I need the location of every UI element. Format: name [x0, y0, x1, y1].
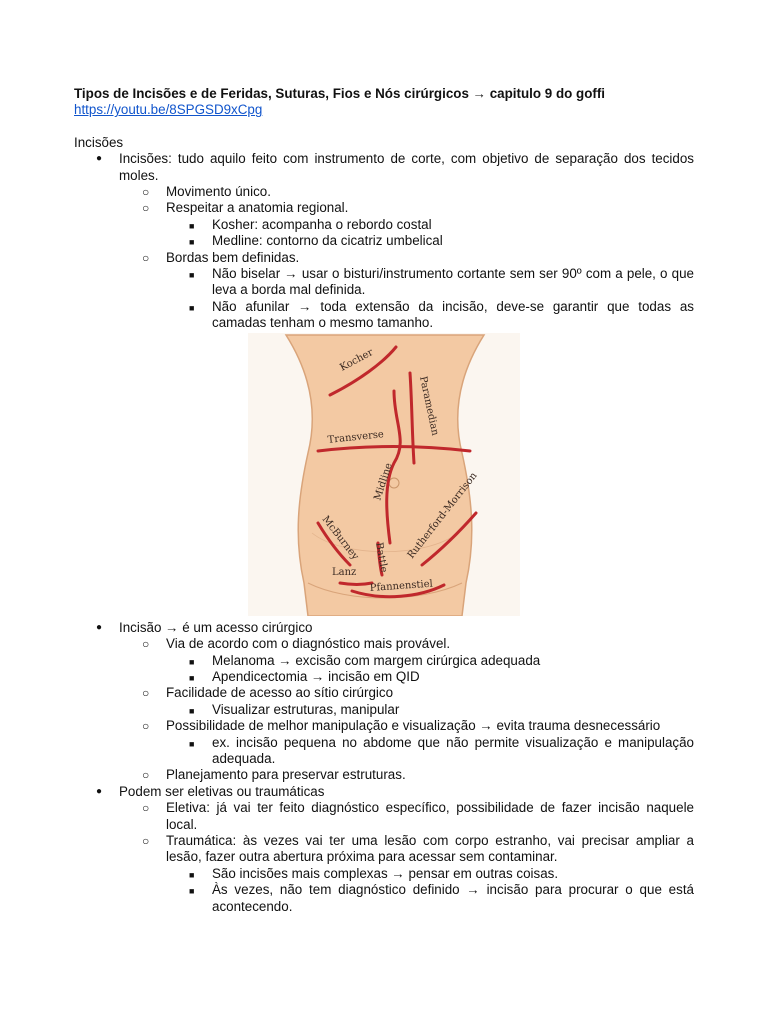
list-item: ■ Às vezes, não tem diagnóstico definido → incisão para procurar o que está acontecendo.	[189, 882, 694, 914]
bullet-circle-icon: ○	[142, 801, 150, 816]
figure-label-transverse: Transverse	[327, 428, 385, 446]
list-item: ■ Visualizar estruturas, manipular	[74, 702, 694, 718]
figure-label-paramedian: Paramedian	[417, 375, 441, 437]
bullet-square-icon: ■	[189, 886, 195, 897]
bullet-circle-icon: ○	[142, 250, 150, 265]
incisions-list	[74, 151, 694, 331]
list-item: ○ Bordas bem definidas.	[142, 249, 300, 265]
access-list	[74, 620, 694, 915]
document-page	[74, 86, 694, 915]
list-item: ■ Não biselar → usar o bisturi/instrumento cortante sem ser 90º com a pele, o que leva a borda mal definida.	[189, 266, 694, 298]
bullet-circle-icon: ○	[142, 185, 150, 200]
list-item: ○ Movimento único.	[142, 184, 271, 200]
list-item: ■ Apendicectomia → incisão em QID	[74, 669, 694, 685]
bullet-circle-icon: ○	[142, 686, 150, 701]
bullet-square-icon: ■	[189, 672, 195, 683]
bullet-square-icon: ■	[189, 656, 195, 667]
figure-label-lanz: Lanz	[332, 566, 357, 578]
bullet-disc-icon: ●	[96, 621, 103, 633]
bullet-square-icon: ■	[189, 237, 195, 248]
list-item: ○ Possibilidade de melhor manipulação e visualização → evita trauma desnecessário	[142, 718, 661, 734]
bullet-square-icon: ■	[189, 869, 195, 880]
list-item: ■ Melanoma → excisão com margem cirúrgica adequada	[74, 653, 694, 669]
list-item: ○ Traumática: às vezes vai ter uma lesão com corpo estranho, vai precisar ampliar a lesão, fazer outra abertura próxima para acessar sem contaminar.	[142, 832, 694, 865]
list-item: ○ Respeitar a anatomia regional.	[142, 200, 349, 216]
list-item: ○ Facilidade de acesso ao sítio cirúrgico	[142, 685, 394, 701]
bullet-square-icon: ■	[189, 220, 195, 231]
list-item: ○ Planejamento para preservar estruturas.	[142, 767, 406, 783]
document-title: Tipos de Incisões e de Feridas, Suturas, Fios e Nós cirúrgicos → capitulo 9 do goffi	[74, 86, 606, 101]
bullet-circle-icon: ○	[142, 719, 150, 734]
figure-label-pfannenstiel: Pfannenstiel	[369, 578, 434, 594]
list-item: ■ ex. incisão pequena no abdome que não permite visualização e manipulação adequada.	[189, 734, 694, 766]
bullet-disc-icon: ●	[96, 785, 103, 797]
list-item: ● Podem ser eletivas ou traumáticas	[96, 783, 325, 799]
figure-label-rutherford-morrison: Rutherford-Morrison	[405, 470, 480, 561]
figure-label-kocher: Kocher	[338, 346, 376, 374]
youtube-link[interactable]: https://youtu.be/8SPGSD9xCpg	[74, 102, 263, 118]
bullet-circle-icon: ○	[142, 201, 150, 216]
bullet-disc-icon: ●	[96, 153, 103, 165]
list-item: ● Incisões: tudo aquilo feito com instrumento de corte, com objetivo de separação dos tecidos moles.	[96, 151, 694, 183]
bullet-circle-icon: ○	[142, 768, 150, 783]
section-heading: Incisões	[74, 134, 124, 150]
figure-label-mcburney: McBurney	[319, 513, 361, 562]
bullet-square-icon: ■	[189, 705, 195, 716]
bullet-circle-icon: ○	[142, 637, 150, 652]
abdominal-incisions-figure	[248, 333, 520, 616]
list-item: ○ Eletiva: já vai ter feito diagnóstico específico, possibilidade de fazer incisão naquele local.	[142, 800, 694, 832]
bullet-square-icon: ■	[189, 270, 195, 281]
bullet-circle-icon: ○	[142, 833, 150, 848]
figure-label-midline: Midline	[372, 461, 395, 502]
list-item: ● Incisão → é um acesso cirúrgico	[96, 619, 313, 635]
figure-label-battle: Battle	[373, 541, 390, 574]
bullet-square-icon: ■	[189, 738, 195, 749]
bullet-square-icon: ■	[189, 302, 195, 313]
list-item: ■ Não afunilar → toda extensão da incisão, deve-se garantir que todas as camadas tenham o mesmo tamanho.	[189, 298, 694, 331]
list-item: ■ Kosher: acompanha o rebordo costal	[74, 217, 694, 233]
list-item: ○ Via de acordo com o diagnóstico mais provável.	[142, 636, 451, 652]
list-item: ■ Medline: contorno da cicatriz umbelical	[74, 233, 694, 249]
list-item: ■ São incisões mais complexas → pensar em outras coisas.	[74, 866, 694, 882]
